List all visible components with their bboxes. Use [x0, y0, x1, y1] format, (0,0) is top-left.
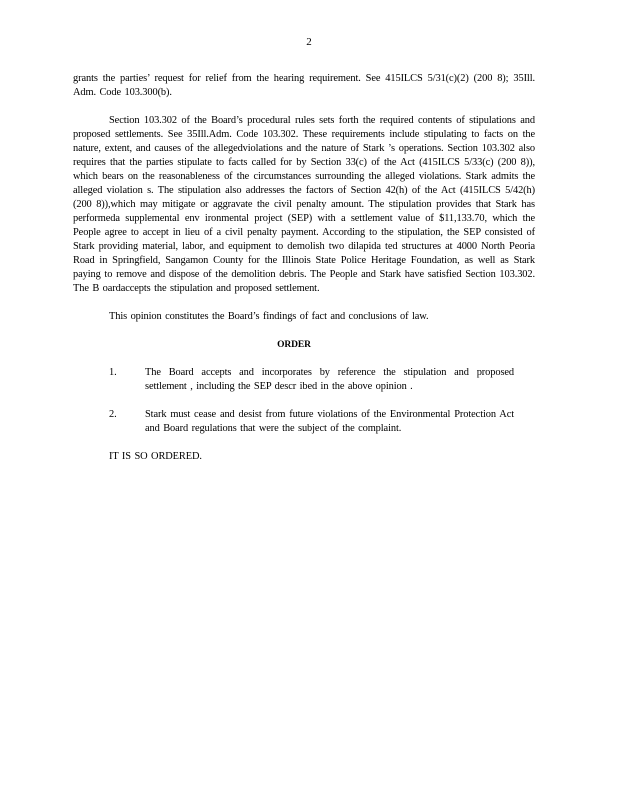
order-item-text: Stark must cease and desist from future violations of the Environmental Protection Act and Board regulations that were the subject of the complaint.	[145, 409, 514, 434]
document-body	[73, 72, 535, 464]
page-number: 2	[306, 36, 312, 48]
order-item	[73, 408, 535, 436]
order-heading: ORDER	[277, 340, 311, 350]
order-item-number: 1.	[109, 367, 117, 378]
order-item-text: The Board accepts and incorporates by reference the stipulation and proposed settlement , including the SEP descr ibed in the above opinion .	[145, 367, 514, 392]
paragraph-stipulation: Section 103.302 of the Board’s procedural rules sets forth the required contents of stipulations and proposed settlements. See 35Ill.Adm. Code 103.302. These requirements include stipulating to facts on the nature, extent, and causes of the allegedviolations and the nature of Stark ’s operations. Section 103.302 also requires that the parties stipulate to facts called for by Section 33(c) of the Act (415ILCS 5/33(c) (200 8)), which bears on the reasonableness of the circumstances surrounding the alleged violations. Stark admits the alleged violation s. The stipulation also addresses the factors of Section 42(h) of the Act (415ILCS 5/42(h) (200 8)),which may mitigate or aggravate the civil penalty amount. The stipulation provides that Stark has performeda supplemental env ironmental project (SEP) with a settlement value of $11,133.70, which the People agree to accept in lieu of a civil penalty payment. According to the stipulation, the SEP consisted of Stark providing material, labor, and equipment to demolish two dilapida ted structures at 4000 North Peoria Road in Springfield, Sangamon County for the Illinois State Police Heritage Foundation, as well as Stark paying to remove and dispose of the demolition debris. The People and Stark have satisfied Section 103.302. The B oardaccepts the stipulation and proposed settlement.	[73, 115, 535, 294]
paragraph-opinion: This opinion constitutes the Board’s findings of fact and conclusions of law.	[109, 311, 429, 322]
closing-statement: IT IS SO ORDERED.	[109, 451, 202, 462]
order-item-number: 2.	[109, 409, 117, 420]
paragraph-hearing-relief: grants the parties’ request for relief from the hearing requirement. See 415ILCS 5/31(c)(2) (200 8); 35Ill. Adm. Code 103.300(b).	[73, 73, 535, 98]
order-item	[73, 366, 535, 394]
